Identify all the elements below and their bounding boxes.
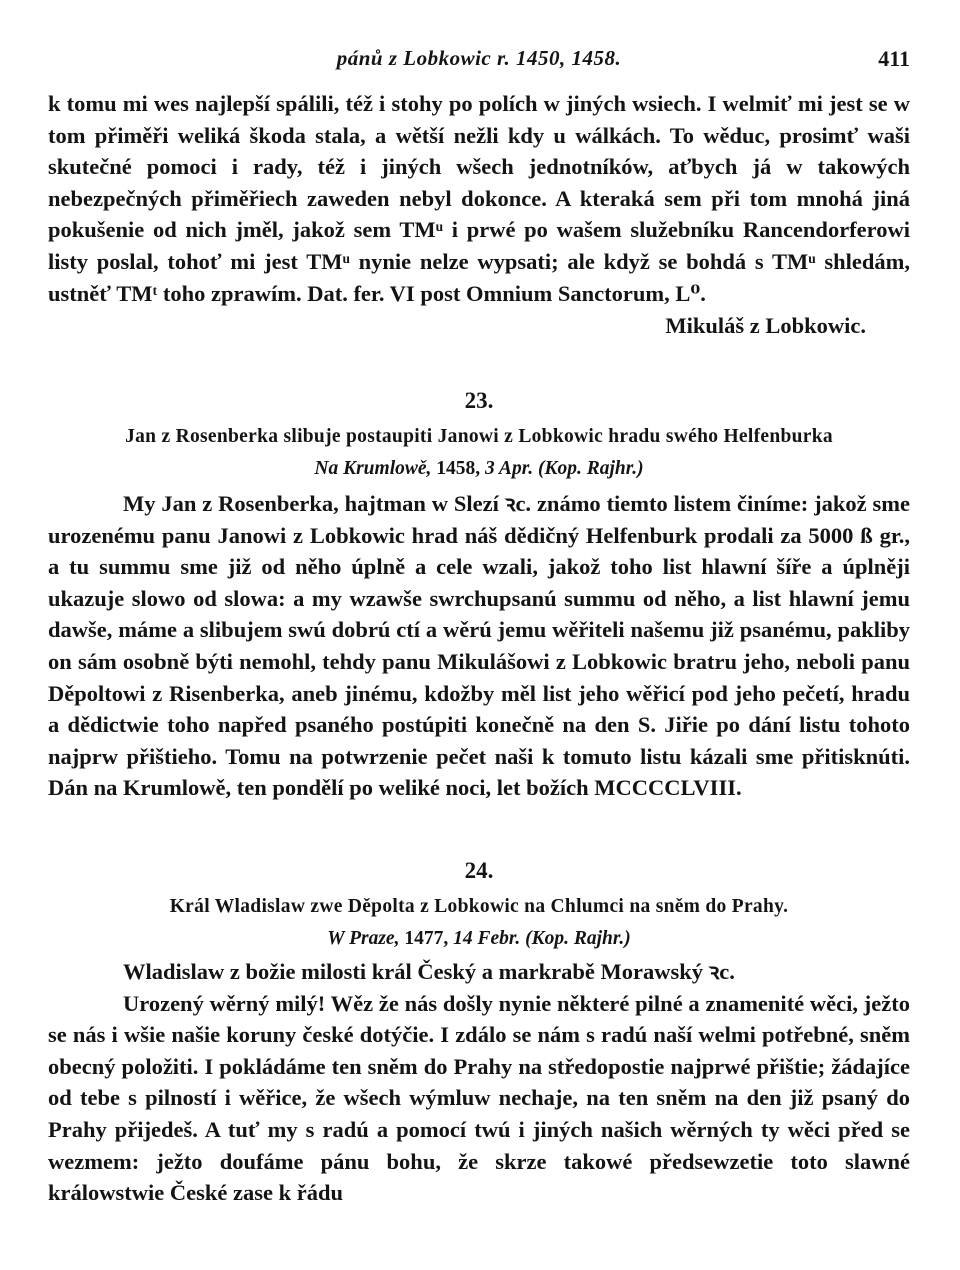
previous-letter (48, 88, 910, 339)
signature: Mikuláš z Lobkowic. (665, 313, 866, 339)
dateline (48, 928, 910, 950)
document-number: 24. (464, 858, 494, 883)
page-number: 411 (878, 46, 910, 71)
running-head (48, 46, 910, 76)
dateline-date: 14 Febr. (Kop. Rajhr.) (453, 928, 631, 949)
dateline (48, 458, 910, 480)
document-paragraph: Urozený wěrný milý! Wěz že nás došly nynie některé pilné a znamenité wěci, ježto se nás i wšie našie koruny české dotýčie. I zdálo se nám s radú naší welmi potřebné, sněm obecný položiti. I pokládáme ten sněm do Prahy na středopostie najprwé přištie; žádajíce od tebe s pilností i wěřice, že wšech wýmluw nechaje, na ten sněm na den již psaný do Prahy přijedeš. A tuť my s radú a pomocí twú i jiných našich wěrných ty wěci před se wezmem: ježto doufáme pánu bohu, že skrze takowé předsewzetie toto slawné králowstwie České zase k řádu (48, 990, 910, 1206)
document-23 (48, 388, 910, 804)
dateline-year: 1458, (436, 458, 481, 479)
previous-letter-paragraph: k tomu mi wes najlepší spálili, též i stohy po polích w jiných wsiech. I welmiť mi jest se w tom přiměři weliká škoda stala, a wětší nežli kdy u wálkách. To wěduc, prosimť waši skutečné pomoci i rady, též i jiných wšech jednotníków, aťbych já w takowých nebezpečných přiměřiech zaweden nebyl dokonce. A kteraká sem při tom mnohá jiná pokušenie od nich jměl, jakož sem TMᵘ i prwé po wašem služebníku Rancendorferowi listy poslal, tohoť mi jest TMᵘ nynie nelze wypsati; ale když se bohdá s TMᵘ shledám, ustněť TMᵗ toho zprawím. Dat. fer. VI post Omnium Sanctorum, L⁰. (48, 91, 910, 306)
dateline-year: 1477, (404, 928, 449, 949)
salutation: Wladislaw z božie milosti král Český a markrabě Morawský ꝛc. (123, 959, 735, 984)
dateline-place: Na Krumlowě, (314, 458, 432, 479)
document-24 (48, 858, 910, 1209)
document-heading: Jan z Rosenberka slibuje postaupiti Janowi z Lobkowic hradu swého Helfenburka (125, 426, 833, 447)
document-heading: Král Wladislaw zwe Děpolta z Lobkowic na Chlumci na sněm do Prahy. (169, 896, 789, 917)
dateline-date: 3 Apr. (Kop. Rajhr.) (485, 458, 644, 479)
document-number: 23. (464, 388, 494, 413)
dateline-place: W Praze, (327, 928, 400, 949)
document-paragraph: My Jan z Rosenberka, hajtman w Slezí ꝛc. známo tiemto listem činíme: jakož sme urozenému panu Janowi z Lobkowic hrad náš dědičný Helfenburk prodali za 5000 ß gr., a tu summu sme již od něho úplně a cele wzali, jakož toho list hlawní šíře a úplněji ukazuje slowo od slowa: a my wzawše swrchupsanú summu od něho, a list hlawní jemu dawše, máme a slibujem swú dobrú ctí a wěrú jemu wěřiteli našemu již psanému, pakliby on sám osobně býti nemohl, tehdy panu Mikulášowi z Lobkowic bratru jeho, neboli panu Děpoltowi z Risenberka, aneb jinému, kdožby měl list jeho wěřicí pod jeho pečetí, hradu a dědictwie toho napřed psaného postúpiti konečně na den S. Jiřie po dání listu tohoto najprw přištieho. Tomu na potwrzenie pečet naši k tomuto listu kázali sme přitisknúti. Dán na Krumlowě, ten pondělí po weliké noci, let božích MCCCCLVIII. (48, 491, 910, 801)
running-head-title: pánů z Lobkowic r. 1450, 1458. (336, 46, 622, 70)
